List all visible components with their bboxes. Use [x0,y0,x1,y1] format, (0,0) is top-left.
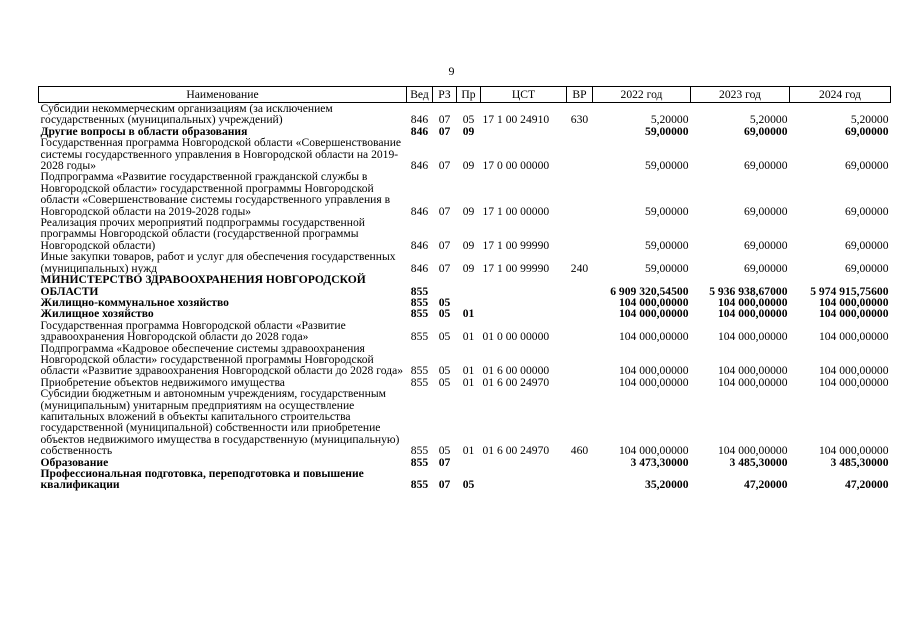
table-row [39,343,891,377]
table-row [39,320,891,343]
cell-y2023: 69,00000 [744,159,788,173]
cell-pr [457,457,481,468]
cell-pr: 01 [462,307,475,321]
cell-y2022: 104 000,00000 [618,295,689,309]
table-row [39,137,891,171]
cell-y2023: 47,20000 [744,478,788,492]
cell-name: Жилищно-коммунальное хозяйство [40,295,229,309]
cell-y2023: 69,00000 [744,204,788,218]
cell-name: Приобретение объектов недвижимого имущества [40,375,285,389]
cell-rz: 07 [438,238,451,252]
cell-vr [567,468,593,491]
cell-rz: 05 [438,307,451,321]
cell-y2024: 47,20000 [845,478,889,492]
cell-ved: 846 [410,124,429,138]
cell-y2023: 69,00000 [744,261,788,275]
cell-y2022: 104 000,00000 [618,364,689,378]
cell-y2022: 59,00000 [645,159,689,173]
cell-vr: 240 [570,261,589,275]
cell-y2024: 104 000,00000 [818,307,889,321]
cell-y2022: 104 000,00000 [618,444,689,458]
cell-name: Подпрограмма «Развитие государственной гражданской службы в Новгородской области» государственной программы Новгородской области «Совершенствование системы государственного управления в Новгородской области на 2019-2028 годы» [40,170,391,218]
header-cst: ЦСТ [481,87,567,103]
cell-vr [567,308,593,319]
cell-vr [567,377,593,388]
cell-y2022: 104 000,00000 [618,330,689,344]
cell-name: Профессиональная подготовка, переподготовка и повышение квалификации [40,467,364,492]
cell-ved: 855 [410,478,429,492]
cell-rz: 05 [438,330,451,344]
cell-ved: 846 [410,159,429,173]
cell-rz: 07 [438,455,451,469]
cell-y2022: 104 000,00000 [618,375,689,389]
cell-cst [481,457,567,468]
cell-y2022: 59,00000 [645,261,689,275]
cell-y2024: 69,00000 [845,204,889,218]
cell-rz: 07 [438,478,451,492]
cell-ved: 846 [410,238,429,252]
cell-y2022: 59,00000 [645,124,689,138]
cell-cst [481,468,567,491]
cell-cst: 01 6 00 24970 [482,375,550,389]
cell-vr [567,137,593,171]
cell-y2024: 104 000,00000 [818,375,889,389]
cell-ved: 855 [410,375,429,389]
table-row [39,388,891,456]
cell-y2023: 5,20000 [749,113,788,127]
page-number: 9 [448,64,455,78]
cell-pr: 01 [462,364,475,378]
header-rz: РЗ [433,87,457,103]
cell-name: Государственная программа Новгородской области «Совершенствование системы государственного управления в Новгородской области на 2019-2028 годы» [40,136,402,173]
cell-pr: 01 [462,444,475,458]
header-ved: Вед [407,87,433,103]
cell-rz: 07 [438,159,451,173]
cell-y2024: 69,00000 [845,159,889,173]
cell-y2023: 104 000,00000 [717,364,788,378]
cell-rz [433,274,457,297]
table-row [39,308,891,319]
cell-vr [567,217,593,251]
cell-rz: 07 [438,113,451,127]
cell-vr [567,171,593,217]
table-row [39,217,891,251]
cell-y2024: 5,20000 [850,113,889,127]
cell-vr [567,126,593,137]
header-name: Наименование [39,87,407,103]
cell-cst: 17 1 00 99990 [482,238,550,252]
cell-vr [567,274,593,297]
table-row [39,103,891,126]
cell-y2024: 69,00000 [845,124,889,138]
cell-cst [481,274,567,297]
cell-rz: 05 [438,444,451,458]
cell-ved: 846 [410,113,429,127]
cell-ved: 855 [410,295,429,309]
cell-y2023: 69,00000 [744,124,788,138]
cell-y2024: 104 000,00000 [818,444,889,458]
cell-ved: 846 [410,204,429,218]
cell-y2023: 104 000,00000 [717,330,788,344]
cell-y2024: 3 485,30000 [830,455,889,469]
cell-vr [567,320,593,343]
cell-cst [481,297,567,308]
cell-y2022: 59,00000 [645,204,689,218]
table-row [39,274,891,297]
cell-rz: 07 [438,261,451,275]
cell-y2022: 104 000,00000 [618,307,689,321]
cell-pr: 05 [462,478,475,492]
cell-y2023: 5 936 938,67000 [709,284,788,298]
cell-y2024: 69,00000 [845,238,889,252]
cell-name: Субсидии бюджетным и автономным учреждениям, государственным (муниципальным) унитарным предприятиям на осуществление капитальных вложений в объекты капитального строительства государственной (муниципальной) собственности или приобретение объектов недвижимого имущества в государственную (муниципальную) собственность [40,387,400,458]
cell-cst: 17 1 00 24910 [482,113,550,127]
cell-cst: 17 1 00 00000 [482,204,550,218]
cell-cst: 17 0 00 00000 [482,159,550,173]
cell-name: Образование [40,455,109,469]
cell-vr: 630 [570,113,589,127]
cell-rz: 05 [438,375,451,389]
budget-table [38,86,891,491]
cell-name: Реализация прочих мероприятий подпрограммы государственной программы Новгородской области (государственной программы Новгородской области) [40,216,365,252]
cell-y2024: 104 000,00000 [818,330,889,344]
cell-cst [481,126,567,137]
cell-vr [567,297,593,308]
cell-pr: 09 [462,238,475,252]
cell-name: Жилищное хозяйство [40,307,154,321]
cell-cst: 01 6 00 24970 [482,444,550,458]
table-row [39,468,891,491]
cell-y2022: 35,20000 [645,478,689,492]
cell-y2022: 6 909 320,54500 [610,284,689,298]
table-row [39,251,891,274]
cell-pr [457,274,481,297]
table-body [39,103,891,491]
cell-y2022: 3 473,30000 [630,455,689,469]
cell-pr: 09 [462,261,475,275]
cell-ved: 855 [410,364,429,378]
cell-pr: 09 [462,204,475,218]
cell-pr: 01 [462,330,475,344]
cell-pr: 01 [462,375,475,389]
cell-cst: 01 0 00 00000 [482,330,550,344]
cell-name: Иные закупки товаров, работ и услуг для обеспечения государственных (муниципальных) нужд [40,250,396,275]
header-2022: 2022 год [593,87,691,103]
cell-cst: 01 6 00 00000 [482,364,550,378]
cell-name: Государственная программа Новгородской области «Развитие здравоохранения Новгородской области до 2028 года» [40,318,346,344]
header-vr: ВР [567,87,593,103]
cell-y2024: 69,00000 [845,261,889,275]
cell-y2024: 5 974 915,75600 [810,284,889,298]
cell-rz: 05 [438,364,451,378]
cell-rz: 07 [438,124,451,138]
cell-y2022: 5,20000 [650,113,689,127]
cell-y2023: 104 000,00000 [717,295,788,309]
cell-pr: 09 [462,124,475,138]
cell-vr [567,343,593,377]
cell-y2023: 104 000,00000 [717,444,788,458]
cell-ved: 855 [410,455,429,469]
cell-pr: 05 [462,113,475,127]
cell-name: Подпрограмма «Кадровое обеспечение системы здравоохранения Новгородской области» государственной программы Новгородской области «Развитие здравоохранения Новгородской области до 2028 года» [40,341,404,378]
cell-name: Субсидии некоммерческим организациям (за исключением государственных (муниципальных) учреждений) [40,102,333,127]
header-row [39,87,891,103]
cell-ved: 855 [410,284,429,298]
cell-y2024: 104 000,00000 [818,364,889,378]
cell-y2023: 104 000,00000 [717,375,788,389]
cell-ved: 855 [410,444,429,458]
cell-pr: 09 [462,159,475,173]
cell-vr: 460 [570,444,589,458]
cell-ved: 855 [410,330,429,344]
header-2023: 2023 год [691,87,790,103]
header-2024: 2024 год [790,87,891,103]
cell-y2022: 59,00000 [645,238,689,252]
cell-y2023: 69,00000 [744,238,788,252]
cell-cst: 17 1 00 99990 [482,261,550,275]
cell-y2024: 104 000,00000 [818,295,889,309]
cell-ved: 855 [410,307,429,321]
table-row [39,171,891,217]
cell-vr [567,457,593,468]
cell-y2023: 3 485,30000 [729,455,788,469]
cell-y2023: 104 000,00000 [717,307,788,321]
cell-rz: 05 [438,295,451,309]
cell-rz: 07 [438,204,451,218]
cell-name: Другие вопросы в области образования [40,124,248,138]
cell-ved: 846 [410,261,429,275]
cell-name: МИНИСТЕРСТВО ЗДРАВООХРАНЕНИЯ НОВГОРОДСКОЙ ОБЛАСТИ [40,273,366,298]
cell-cst [481,308,567,319]
header-pr: Пр [457,87,481,103]
